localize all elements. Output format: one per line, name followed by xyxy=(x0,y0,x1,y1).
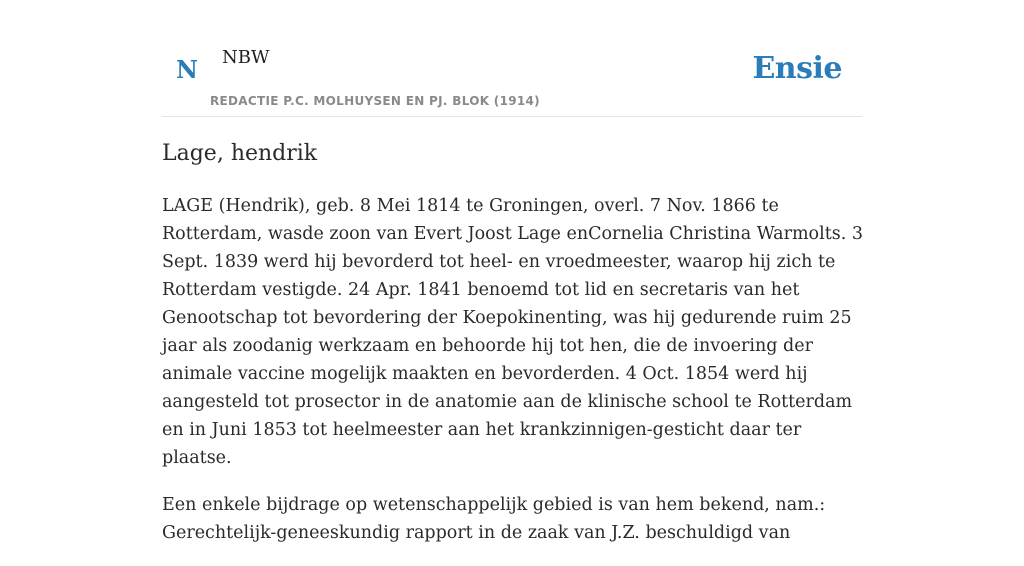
source-logo[interactable]: N xyxy=(176,55,198,84)
article-paragraph: LAGE (Hendrik), geb. 8 Mei 1814 te Groningen, overl. 7 Nov. 1866 te Rotterdam, wasde zoon van Evert Joost Lage enCornelia Christina Warmolts. 3 Sept. 1839 werd hij bevorderd tot heel- en vroedmeester, waarop hij zich te Rotterdam vestigde. 24 Apr. 1841 benoemd tot lid en secretaris van het Genootschap tot bevordering der Koepokinenting, was hij gedurende ruim 25 jaar als zoodanig werkzaam en behoorde hij tot hen, die de invoering der animale vaccine mogelijk maakten en bevorderden. 4 Oct. 1854 werd hij aangesteld tot prosector in de anatomie aan de klinische school te Rotterdam en in Juni 1853 tot heelmeester aan het krankzinnigen-gesticht daar ter plaatse. xyxy=(162,196,863,468)
source-name[interactable]: NBW xyxy=(222,47,270,68)
brand-logo-link[interactable]: Ensie xyxy=(752,51,842,86)
article-title: Lage, hendrik xyxy=(162,141,318,166)
article-header xyxy=(162,0,862,117)
article-paragraph: Een enkele bijdrage op wetenschappelijk gebied is van hem bekend, nam.: Gerechtelijk-geneeskundig rapport in de zaak van J.Z. beschuldigd van xyxy=(162,495,826,543)
source-editors: REDACTIE P.C. MOLHUYSEN EN PJ. BLOK (1914) xyxy=(210,94,540,108)
article-body xyxy=(162,192,864,566)
content-container xyxy=(162,0,863,543)
